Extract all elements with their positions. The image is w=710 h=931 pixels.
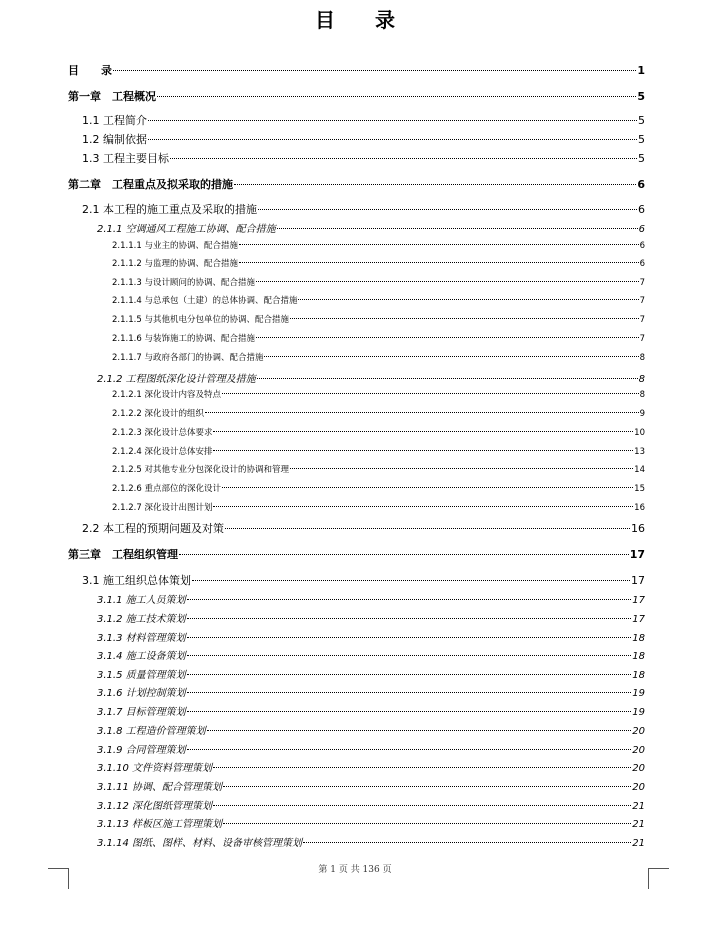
toc-entry-page-number: 8 — [639, 390, 645, 400]
toc-entry-page-number: 20 — [632, 782, 645, 793]
toc-entry[interactable] — [82, 520, 645, 536]
toc-dot-leader — [148, 120, 637, 121]
toc-entry[interactable] — [112, 276, 645, 288]
toc-entry[interactable] — [82, 201, 645, 217]
toc-dot-leader — [148, 139, 637, 140]
toc-entry-page-number: 17 — [632, 595, 645, 606]
toc-entry[interactable] — [97, 759, 645, 774]
toc-entry-label: 2.1.2.6 重点部位的深化设计 — [112, 484, 221, 494]
toc-entry-page-number: 13 — [634, 447, 645, 457]
toc-entry-page-number: 7 — [639, 296, 645, 306]
toc-entry-label: 2.1.1.4 与总承包（土建）的总体协调、配合措施 — [112, 296, 298, 306]
toc-dot-leader — [256, 337, 639, 338]
toc-dot-leader — [256, 281, 639, 282]
toc-entry-label: 2.1.2.1 深化设计内容及特点 — [112, 390, 221, 400]
toc-entry-page-number: 6 — [637, 178, 645, 191]
toc-entry-page-number: 7 — [639, 334, 645, 344]
toc-dot-leader — [187, 674, 632, 675]
toc-entry-label: 2.1.2.3 深化设计总体要求 — [112, 428, 213, 438]
toc-entry-label: 3.1.13 样板区施工管理策划 — [97, 819, 222, 830]
toc-entry-label: 2.1.2.4 深化设计总体安排 — [112, 447, 213, 457]
toc-entry-page-number: 10 — [634, 428, 645, 438]
toc-entry-page-number: 5 — [638, 152, 645, 165]
toc-entry[interactable] — [97, 703, 645, 718]
toc-dot-leader — [223, 823, 631, 824]
toc-entry[interactable] — [112, 239, 645, 251]
toc-entry[interactable] — [112, 426, 645, 438]
toc-dot-leader — [187, 599, 632, 600]
toc-entry[interactable] — [112, 332, 645, 344]
toc-entry-label: 3.1.5 质量管理策划 — [97, 670, 186, 681]
toc-entry[interactable] — [112, 388, 645, 400]
toc-entry[interactable] — [97, 815, 645, 830]
toc-entry-label: 3.1.12 深化图纸管理策划 — [97, 801, 212, 812]
toc-dot-leader — [234, 184, 636, 185]
page-title: 目 录 — [315, 8, 395, 32]
toc-dot-leader — [187, 711, 632, 712]
toc-entry-label: 3.1.7 目标管理策划 — [97, 707, 186, 718]
toc-entry-label: 第三章 工程组织管理 — [68, 548, 178, 561]
toc-entry-label: 3.1.6 计划控制策划 — [97, 688, 186, 699]
toc-entry-label: 3.1.1 施工人员策划 — [97, 595, 186, 606]
toc-entry-page-number: 8 — [638, 374, 645, 385]
toc-entry-page-number: 5 — [638, 114, 645, 127]
toc-entry-page-number: 20 — [632, 763, 645, 774]
toc-entry-page-number: 17 — [632, 614, 645, 625]
toc-dot-leader — [290, 468, 633, 469]
toc-entry[interactable] — [97, 797, 645, 812]
toc-entry-page-number: 6 — [638, 203, 645, 216]
toc-entry[interactable] — [97, 722, 645, 737]
toc-entry[interactable] — [112, 501, 645, 513]
toc-dot-leader — [213, 805, 631, 806]
toc-entry-label: 第一章 工程概况 — [68, 90, 156, 103]
toc-entry-label: 3.1 施工组织总体策划 — [82, 574, 191, 587]
toc-entry[interactable] — [97, 834, 645, 849]
toc-entry[interactable] — [68, 88, 645, 104]
toc-entry[interactable] — [97, 591, 645, 606]
toc-entry-page-number: 6 — [638, 224, 645, 235]
toc-entry-label: 3.1.10 文件资料管理策划 — [97, 763, 212, 774]
toc-entry-label: 1.1 工程简介 — [82, 114, 147, 127]
toc-dot-leader — [225, 528, 630, 529]
toc-entry[interactable] — [97, 684, 645, 699]
toc-entry-page-number: 21 — [632, 801, 645, 812]
toc-dot-leader — [113, 70, 636, 71]
toc-entry-page-number: 21 — [632, 819, 645, 830]
toc-entry-label: 1.2 编制依据 — [82, 133, 147, 146]
toc-entry-page-number: 14 — [634, 465, 645, 475]
toc-entry-label: 2.1.2.2 深化设计的组织 — [112, 409, 204, 419]
toc-entry-page-number: 5 — [638, 133, 645, 146]
toc-dot-leader — [257, 378, 638, 379]
toc-entry[interactable] — [82, 131, 645, 147]
toc-entry[interactable] — [97, 629, 645, 644]
toc-entry-page-number: 19 — [632, 688, 645, 699]
toc-entry-page-number: 18 — [632, 651, 645, 662]
toc-dot-leader — [290, 318, 639, 319]
toc-entry-label: 2.1.1.6 与装饰施工的协调、配合措施 — [112, 334, 255, 344]
toc-entry-page-number: 18 — [632, 670, 645, 681]
toc-dot-leader — [298, 299, 638, 300]
toc-entry[interactable] — [68, 62, 645, 78]
toc-entry-page-number: 6 — [639, 241, 645, 251]
toc-dot-leader — [223, 786, 631, 787]
toc-entry-label: 2.2 本工程的预期问题及对策 — [82, 522, 224, 535]
toc-entry-label: 2.1.1 空调通风工程施工协调、配合措施 — [97, 224, 276, 235]
toc-entry-page-number: 20 — [632, 745, 645, 756]
toc-entry-label: 2.1.1.5 与其他机电分包单位的协调、配合措施 — [112, 315, 289, 325]
toc-entry-label: 第二章 工程重点及拟采取的措施 — [68, 178, 233, 191]
toc-entry-page-number: 21 — [632, 838, 645, 849]
toc-entry-label: 1.3 工程主要目标 — [82, 152, 169, 165]
toc-dot-leader — [213, 767, 631, 768]
toc-dot-leader — [179, 554, 629, 555]
toc-entry-page-number: 9 — [639, 409, 645, 419]
toc-dot-leader — [222, 393, 639, 394]
toc-dot-leader — [187, 618, 632, 619]
toc-entry-page-number: 7 — [639, 278, 645, 288]
toc-entry-label: 2.1.1.2 与监理的协调、配合措施 — [112, 259, 238, 269]
toc-entry[interactable] — [112, 407, 645, 419]
toc-entry[interactable] — [97, 220, 645, 235]
toc-entry[interactable] — [97, 610, 645, 625]
toc-entry-page-number: 20 — [632, 726, 645, 737]
toc-entry-label: 3.1.11 协调、配合管理策划 — [97, 782, 222, 793]
toc-dot-leader — [207, 730, 632, 731]
toc-dot-leader — [187, 655, 632, 656]
toc-entry-label: 2.1.2.5 对其他专业分包深化设计的协调和管理 — [112, 465, 289, 475]
toc-entry[interactable] — [68, 176, 645, 192]
toc-entry[interactable] — [97, 370, 645, 385]
toc-entry-label: 3.1.8 工程造价管理策划 — [97, 726, 206, 737]
toc-entry[interactable] — [97, 778, 645, 793]
toc-dot-leader — [213, 506, 633, 507]
toc-entry-label: 3.1.4 施工设备策划 — [97, 651, 186, 662]
toc-entry[interactable] — [112, 482, 645, 494]
toc-dot-leader — [205, 412, 639, 413]
toc-entry-label: 3.1.3 材料管理策划 — [97, 633, 186, 644]
toc-entry-page-number: 16 — [631, 522, 645, 535]
toc-dot-leader — [157, 96, 636, 97]
toc-entry-label: 目 录 — [68, 64, 112, 77]
toc-entry[interactable] — [112, 313, 645, 325]
toc-entry-page-number: 17 — [631, 574, 645, 587]
toc-entry[interactable] — [82, 112, 645, 128]
toc-entry-label: 3.1.14 图纸、图样、材料、设备审核管理策划 — [97, 838, 302, 849]
toc-entry[interactable] — [68, 546, 645, 562]
toc-dot-leader — [239, 244, 639, 245]
toc-entry-label: 2.1.1.7 与政府各部门的协调、配合措施 — [112, 353, 264, 363]
toc-entry[interactable] — [82, 150, 645, 166]
toc-entry-label: 2.1 本工程的施工重点及采取的措施 — [82, 203, 257, 216]
toc-entry[interactable] — [97, 666, 645, 681]
toc-entry[interactable] — [112, 351, 645, 363]
toc-dot-leader — [213, 450, 633, 451]
toc-dot-leader — [213, 431, 633, 432]
page-footer: 第 1 页 共 136 页 — [318, 865, 392, 875]
toc-entry[interactable] — [82, 572, 645, 588]
toc-entry-page-number: 5 — [637, 90, 645, 103]
toc-entry-label: 3.1.9 合同管理策划 — [97, 745, 186, 756]
toc-dot-leader — [264, 356, 638, 357]
toc-dot-leader — [187, 692, 632, 693]
toc-entry[interactable] — [112, 257, 645, 269]
toc-entry[interactable] — [112, 294, 645, 306]
toc-entry[interactable] — [112, 445, 645, 457]
toc-dot-leader — [303, 842, 631, 843]
toc-dot-leader — [187, 637, 632, 638]
toc-dot-leader — [258, 209, 637, 210]
toc-dot-leader — [192, 580, 630, 581]
toc-entry-page-number: 17 — [629, 548, 645, 561]
toc-entry-page-number: 19 — [632, 707, 645, 718]
toc-entry[interactable] — [97, 647, 645, 662]
toc-dot-leader — [170, 158, 637, 159]
toc-entry[interactable] — [112, 463, 645, 475]
toc-entry-label: 2.1.2.7 深化设计出图计划 — [112, 503, 213, 513]
toc-entry-label: 2.1.2 工程图纸深化设计管理及措施 — [97, 374, 256, 385]
toc-entry-page-number: 7 — [639, 315, 645, 325]
toc-entry[interactable] — [97, 741, 645, 756]
toc-entry-label: 2.1.1.1 与业主的协调、配合措施 — [112, 241, 238, 251]
toc-entry-page-number: 16 — [634, 503, 645, 513]
toc-dot-leader — [222, 487, 633, 488]
toc-entry-page-number: 6 — [639, 259, 645, 269]
toc-entry-page-number: 1 — [637, 64, 645, 77]
toc-dot-leader — [239, 262, 639, 263]
toc-entry-page-number: 18 — [632, 633, 645, 644]
toc-dot-leader — [277, 228, 638, 229]
toc-entry-page-number: 8 — [639, 353, 645, 363]
toc-dot-leader — [187, 749, 632, 750]
toc-entry-label: 2.1.1.3 与设计顾问的协调、配合措施 — [112, 278, 255, 288]
toc-entry-label: 3.1.2 施工技术策划 — [97, 614, 186, 625]
toc-entry-page-number: 15 — [634, 484, 645, 494]
